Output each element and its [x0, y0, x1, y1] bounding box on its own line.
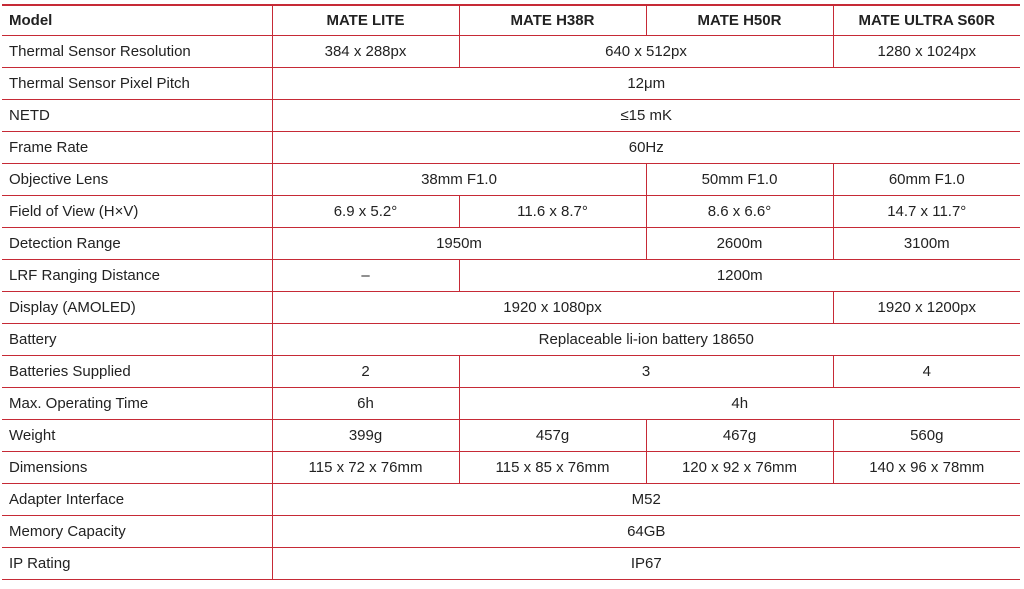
- spec-value: 64GB: [272, 515, 1020, 547]
- spec-value: 140 x 96 x 78mm: [833, 451, 1020, 483]
- spec-value: 60Hz: [272, 131, 1020, 163]
- spec-value: 457g: [459, 419, 646, 451]
- spec-value: 11.6 x 8.7°: [459, 195, 646, 227]
- table-row: [2, 227, 1020, 259]
- spec-value: 1200m: [459, 259, 1020, 291]
- row-label: IP Rating: [2, 547, 272, 579]
- spec-value: 1950m: [272, 227, 646, 259]
- row-label: LRF Ranging Distance: [2, 259, 272, 291]
- spec-value: 384 x 288px: [272, 35, 459, 67]
- spec-value: 467g: [646, 419, 833, 451]
- row-label: Field of View (H×V): [2, 195, 272, 227]
- spec-value: 115 x 72 x 76mm: [272, 451, 459, 483]
- spec-value: 1280 x 1024px: [833, 35, 1020, 67]
- row-label: Dimensions: [2, 451, 272, 483]
- spec-value: 14.7 x 11.7°: [833, 195, 1020, 227]
- row-label: Memory Capacity: [2, 515, 272, 547]
- spec-table-body: [2, 35, 1020, 579]
- table-row: [2, 387, 1020, 419]
- spec-value: 6.9 x 5.2°: [272, 195, 459, 227]
- row-label: NETD: [2, 99, 272, 131]
- header-model: MATE H50R: [646, 5, 833, 35]
- row-label: Adapter Interface: [2, 483, 272, 515]
- spec-table: [2, 4, 1020, 580]
- header-model: MATE LITE: [272, 5, 459, 35]
- row-label: Weight: [2, 419, 272, 451]
- table-row: [2, 163, 1020, 195]
- spec-value: Replaceable li-ion battery 18650: [272, 323, 1020, 355]
- spec-value: ≤15 mK: [272, 99, 1020, 131]
- spec-value: 6h: [272, 387, 459, 419]
- spec-value: 60mm F1.0: [833, 163, 1020, 195]
- row-label: Detection Range: [2, 227, 272, 259]
- spec-value: 640 x 512px: [459, 35, 833, 67]
- row-label: Display (AMOLED): [2, 291, 272, 323]
- table-row: [2, 35, 1020, 67]
- spec-value: 38mm F1.0: [272, 163, 646, 195]
- spec-value: 3100m: [833, 227, 1020, 259]
- header-row: [2, 5, 1020, 35]
- spec-value: M52: [272, 483, 1020, 515]
- table-row: [2, 259, 1020, 291]
- spec-value: 1920 x 1200px: [833, 291, 1020, 323]
- row-label: Objective Lens: [2, 163, 272, 195]
- table-row: [2, 451, 1020, 483]
- row-label: Frame Rate: [2, 131, 272, 163]
- header-label: Model: [2, 5, 272, 35]
- row-label: Batteries Supplied: [2, 355, 272, 387]
- table-row: [2, 515, 1020, 547]
- table-row: [2, 99, 1020, 131]
- spec-value: –: [272, 259, 459, 291]
- spec-table-header: [2, 5, 1020, 35]
- spec-value: 12μm: [272, 67, 1020, 99]
- spec-value: 4: [833, 355, 1020, 387]
- table-row: [2, 67, 1020, 99]
- table-row: [2, 291, 1020, 323]
- spec-value: 3: [459, 355, 833, 387]
- spec-value: 1920 x 1080px: [272, 291, 833, 323]
- header-model: MATE H38R: [459, 5, 646, 35]
- spec-value: 120 x 92 x 76mm: [646, 451, 833, 483]
- table-row: [2, 547, 1020, 579]
- table-row: [2, 323, 1020, 355]
- row-label: Thermal Sensor Pixel Pitch: [2, 67, 272, 99]
- spec-value: 560g: [833, 419, 1020, 451]
- row-label: Max. Operating Time: [2, 387, 272, 419]
- spec-value: 50mm F1.0: [646, 163, 833, 195]
- spec-value: IP67: [272, 547, 1020, 579]
- spec-value: 8.6 x 6.6°: [646, 195, 833, 227]
- spec-value: 399g: [272, 419, 459, 451]
- table-row: [2, 355, 1020, 387]
- table-row: [2, 195, 1020, 227]
- spec-value: 4h: [459, 387, 1020, 419]
- row-label: Battery: [2, 323, 272, 355]
- spec-value: 115 x 85 x 76mm: [459, 451, 646, 483]
- table-row: [2, 131, 1020, 163]
- spec-value: 2: [272, 355, 459, 387]
- spec-value: 2600m: [646, 227, 833, 259]
- row-label: Thermal Sensor Resolution: [2, 35, 272, 67]
- table-row: [2, 483, 1020, 515]
- table-row: [2, 419, 1020, 451]
- header-model: MATE ULTRA S60R: [833, 5, 1020, 35]
